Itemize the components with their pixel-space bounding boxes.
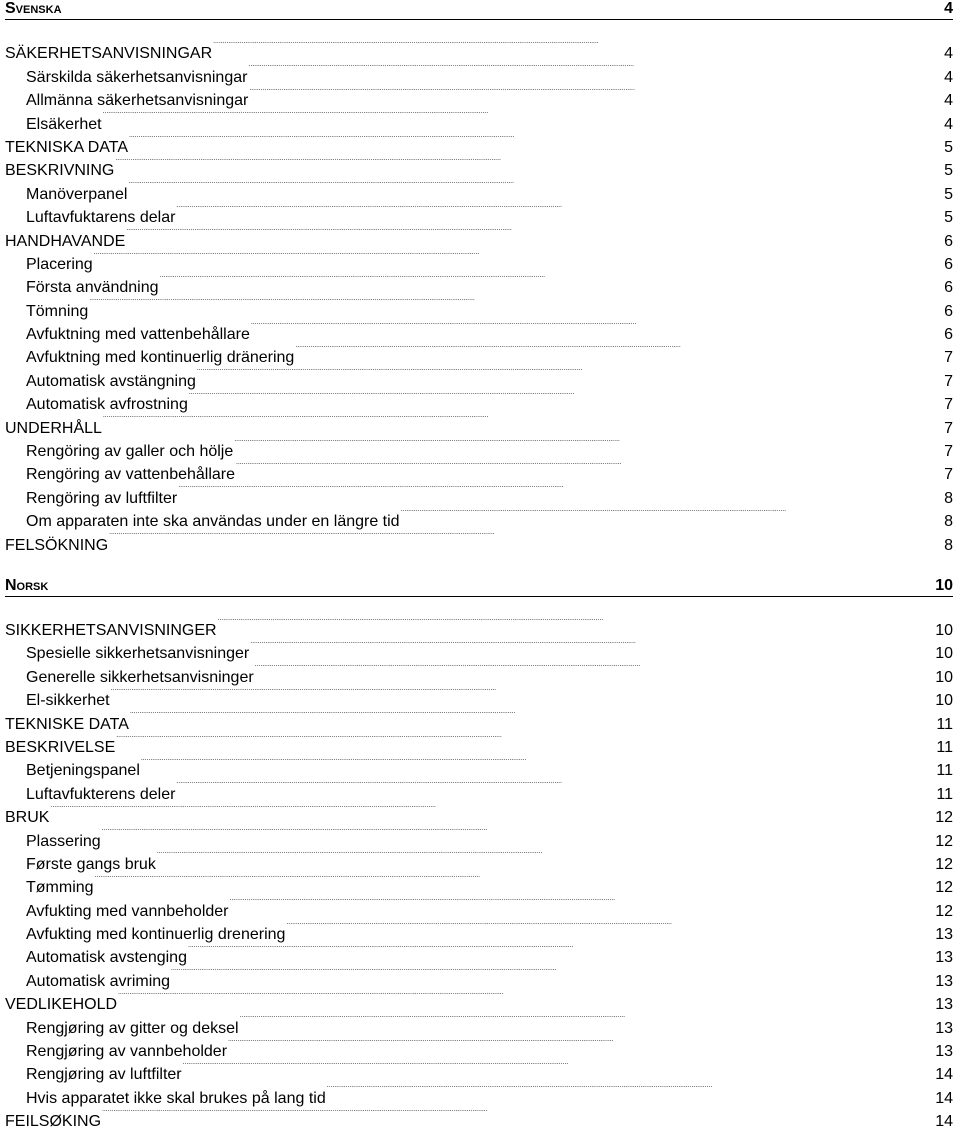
dot-leader [176, 199, 941, 222]
dot-leader [236, 456, 941, 479]
dot-leader [130, 705, 934, 728]
toc-entry-title: Rengöring av galler och hölje [26, 443, 234, 461]
toc-entry-page-number: 6 [944, 255, 953, 273]
toc-entry[interactable] [5, 105, 953, 133]
toc-entry-title: BESKRIVELSE [5, 738, 116, 756]
dot-leader [176, 775, 933, 798]
dot-leader [327, 1079, 932, 1102]
toc-entry-page-number: 10 [935, 645, 953, 663]
toc-entry-page-number: 11 [936, 762, 953, 780]
toc-entry-title: SIKKERHETSANVISNINGER [5, 621, 217, 639]
toc-entry-title: Generelle sikkerhetsanvisninger [26, 668, 254, 686]
dot-leader [286, 916, 932, 939]
dot-leader [240, 1009, 933, 1032]
toc-entry-title: BRUK [5, 809, 50, 827]
toc-entry[interactable] [5, 752, 953, 780]
dot-leader [178, 479, 941, 502]
dot-leader [230, 892, 933, 915]
toc-entry[interactable] [5, 869, 953, 897]
toc-entry-page-number: 12 [935, 879, 953, 897]
toc-entry-page-number: 4 [944, 92, 953, 110]
dot-leader [94, 246, 941, 269]
toc-entry-page-number: 13 [935, 1043, 953, 1061]
toc-entry-title: Om apparaten inte ska användas under en längre tid [26, 513, 400, 531]
toc-entry[interactable] [5, 35, 953, 63]
dot-leader [401, 503, 942, 526]
toc-entry-title: Rengjøring av vannbeholder [26, 1043, 228, 1061]
toc-entry-page-number: 10 [935, 692, 953, 710]
toc-entry-title: VEDLIKEHOLD [5, 996, 118, 1014]
toc-entry-page-number: 11 [936, 738, 953, 756]
toc-entry-page-number: 12 [935, 832, 953, 850]
toc-entry-page-number: 13 [935, 972, 953, 990]
toc-entry-title: Luftavfukterens deler [26, 785, 176, 803]
toc-entry-page-number: 12 [935, 809, 953, 827]
toc-entry[interactable] [5, 705, 953, 733]
dot-leader [189, 386, 941, 409]
toc-entry-title: Avfuktning med vattenbehållare [26, 326, 250, 344]
toc-entry-title: Tömning [26, 302, 89, 320]
toc-entry-page-number: 14 [935, 1066, 953, 1084]
toc-entry-title: Särskilda säkerhetsanvisningar [26, 68, 248, 86]
toc-entry-page-number: 6 [944, 232, 953, 250]
toc-entry[interactable] [5, 822, 953, 850]
toc-entry[interactable] [5, 269, 953, 297]
toc-entry-page-number: 11 [936, 785, 953, 803]
toc-entry-page-number: 6 [944, 279, 953, 297]
toc-entry[interactable] [5, 526, 953, 554]
toc-entry-page-number: 5 [944, 162, 953, 180]
section-title: Norsk [5, 576, 49, 594]
toc-entry-title: Allmänna säkerhetsanvisningar [26, 92, 249, 110]
toc-entry-page-number: 8 [944, 536, 953, 554]
toc-entry-title: Hvis apparatet ikke skal brukes på lang tid [26, 1089, 326, 1107]
toc-entry-page-number: 14 [935, 1089, 953, 1107]
toc-entry-title: Rengjøring av gitter og deksel [26, 1019, 239, 1037]
dot-leader [103, 409, 941, 432]
dot-leader [102, 822, 933, 845]
dot-leader [255, 658, 933, 681]
dot-leader [129, 129, 941, 152]
toc-entry-page-number: 8 [944, 513, 953, 531]
toc-entry-title: Automatisk avstenging [26, 949, 187, 967]
toc-entry-page-number: 13 [935, 1019, 953, 1037]
section-title: Svenska [5, 0, 62, 17]
toc-entry-page-number: 6 [944, 326, 953, 344]
dot-leader [89, 292, 941, 315]
toc-entry-page-number: 4 [944, 68, 953, 86]
toc-entry-page-number: 13 [935, 949, 953, 967]
toc-entry-title: TEKNISKE DATA [5, 715, 129, 733]
toc-entry-title: Manöverpanel [26, 185, 128, 203]
dot-leader [213, 35, 941, 58]
toc-list-norsk [5, 612, 953, 1131]
toc-entry-page-number: 7 [944, 466, 953, 484]
toc-entry-title: SÄKERHETSANVISNINGAR [5, 45, 213, 63]
toc-entry[interactable] [5, 222, 953, 250]
toc-entry[interactable] [5, 152, 953, 180]
toc-entry-page-number: 12 [935, 855, 953, 873]
dot-leader [102, 1103, 932, 1126]
toc-entry-page-number: 12 [935, 902, 953, 920]
section-heading-svenska[interactable] [5, 0, 953, 20]
toc-list-svenska [5, 35, 953, 554]
toc-entry-title: Betjeningspanel [26, 762, 140, 780]
dot-leader [50, 799, 932, 822]
dot-leader [197, 362, 941, 385]
toc-entry-page-number: 4 [944, 115, 953, 133]
dot-leader [228, 1033, 932, 1056]
section-page-number: 4 [944, 0, 953, 17]
toc-entry[interactable] [5, 175, 953, 203]
toc-entry[interactable] [5, 846, 953, 873]
toc-entry[interactable] [5, 1103, 953, 1131]
toc-entry[interactable] [5, 682, 953, 710]
toc-entry-title: Rengöring av luftfilter [26, 489, 178, 507]
dot-leader [157, 846, 932, 869]
toc-entry-page-number: 13 [935, 996, 953, 1014]
toc-entry-title: Første gangs bruk [26, 855, 156, 873]
toc-entry[interactable] [5, 612, 953, 639]
dot-leader [111, 682, 933, 705]
dot-leader [116, 729, 933, 752]
table-of-contents [5, 0, 953, 1131]
toc-entry-title: UNDERHÅLL [5, 419, 102, 437]
toc-entry-title: HANDHAVANDE [5, 232, 126, 250]
toc-entry-title: BESKRIVNING [5, 162, 115, 180]
toc-entry-title: El-sikkerhet [26, 692, 110, 710]
toc-entry[interactable] [5, 129, 953, 156]
dot-leader [115, 152, 941, 175]
toc-entry-page-number: 5 [944, 138, 953, 156]
dot-leader [188, 939, 932, 962]
toc-entry-page-number: 8 [944, 489, 953, 507]
toc-entry-title: Automatisk avriming [26, 972, 171, 990]
toc-entry-title: Avfuktning med kontinuerlig dränering [26, 349, 295, 367]
toc-entry[interactable] [5, 409, 953, 437]
dot-leader [141, 752, 934, 775]
dot-leader [234, 433, 941, 456]
toc-entry-title: FEILSØKING [5, 1113, 102, 1131]
section-page-number: 10 [935, 576, 953, 594]
toc-entry-page-number: 6 [944, 302, 953, 320]
toc-entry-title: Första användning [26, 279, 159, 297]
toc-entry-title: Avfukting med vannbeholder [26, 902, 229, 920]
toc-entry-page-number: 7 [944, 396, 953, 414]
toc-entry[interactable] [5, 892, 953, 920]
toc-entry-page-number: 14 [935, 1113, 953, 1131]
section-heading-norsk[interactable] [5, 577, 953, 597]
toc-entry-title: Placering [26, 255, 93, 273]
toc-entry-page-number: 13 [935, 926, 953, 944]
toc-entry[interactable] [5, 986, 953, 1014]
toc-entry[interactable] [5, 316, 953, 344]
toc-entry-title: Spesielle sikkerhetsanvisninger [26, 645, 250, 663]
dot-leader [295, 339, 941, 362]
toc-entry-title: Automatisk avstängning [26, 372, 196, 390]
toc-entry-page-number: 10 [935, 621, 953, 639]
toc-entry-title: Luftavfuktarens delar [26, 209, 176, 227]
dot-leader [251, 316, 941, 339]
dot-leader [103, 105, 942, 128]
toc-entry-page-number: 5 [944, 209, 953, 227]
toc-entry-title: Tømming [26, 879, 94, 897]
toc-entry-title: Rengjøring av luftfilter [26, 1066, 182, 1084]
toc-entry-title: Plassering [26, 832, 101, 850]
dot-leader [250, 635, 932, 658]
toc-entry-page-number: 5 [944, 185, 953, 203]
dot-leader [248, 58, 941, 81]
toc-entry-page-number: 7 [944, 349, 953, 367]
dot-leader [160, 269, 942, 292]
toc-entry[interactable] [5, 775, 953, 803]
toc-entry-page-number: 11 [936, 715, 953, 733]
dot-leader [183, 1056, 933, 1079]
toc-entry-title: Rengöring av vattenbehållare [26, 466, 236, 484]
toc-entry-title: TEKNISKA DATA [5, 138, 128, 156]
toc-entry-title: Elsäkerhet [26, 115, 102, 133]
toc-entry-page-number: 10 [935, 668, 953, 686]
dot-leader [249, 82, 941, 105]
toc-entry-title: Avfukting med kontinuerlig drenering [26, 926, 286, 944]
dot-leader [171, 962, 932, 985]
toc-entry-page-number: 4 [944, 45, 953, 63]
toc-entry[interactable] [5, 1009, 953, 1037]
dot-leader [109, 526, 941, 549]
toc-entry[interactable] [5, 433, 953, 461]
toc-entry-title: Automatisk avfrostning [26, 396, 188, 414]
dot-leader [118, 986, 932, 1009]
toc-entry-title: FELSÖKNING [5, 536, 109, 554]
toc-entry[interactable] [5, 199, 953, 227]
dot-leader [95, 869, 933, 892]
toc-entry[interactable] [5, 799, 953, 827]
toc-entry-page-number: 7 [944, 443, 953, 461]
toc-entry[interactable] [5, 246, 953, 273]
toc-entry[interactable] [5, 729, 953, 756]
dot-leader [218, 612, 933, 635]
toc-entry[interactable] [5, 292, 953, 320]
dot-leader [126, 222, 941, 245]
toc-entry-page-number: 7 [944, 419, 953, 437]
toc-entry-page-number: 7 [944, 372, 953, 390]
dot-leader [128, 175, 941, 198]
